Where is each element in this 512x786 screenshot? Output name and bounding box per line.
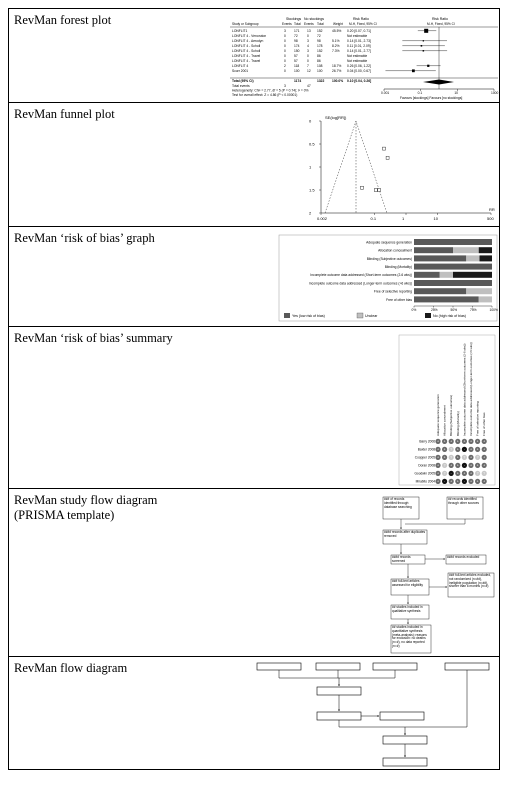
rob-item-label: Adequate sequence generation [366, 240, 412, 245]
study-e1: 2 [284, 64, 286, 68]
study-n1: 100 [294, 69, 300, 73]
rob-bar-segment [480, 255, 492, 261]
robsum-symbol: + [476, 439, 479, 444]
study-e1: 0 [284, 44, 286, 48]
total-weight: 100.0% [332, 79, 344, 83]
robsum-col-label: Incomplete outcome data addressed (Short-term outcomes (2-6 wks)) [462, 343, 467, 436]
study-e2: 13 [307, 29, 311, 33]
funnel-xtick-label: 500 [487, 216, 494, 221]
robsum-study: Mirabito 2004 [415, 479, 435, 484]
col-events2: Events [304, 22, 314, 26]
rob-bar-segment [414, 272, 440, 278]
flow-box-6 [317, 712, 361, 720]
study-ci: 0.11 [0.01, 2.09] [347, 44, 371, 48]
robsum-symbol: + [470, 479, 472, 484]
funnel-ytick-label: 0 [309, 118, 312, 124]
funnel-point [360, 186, 363, 189]
favours-label: Favours [stockings] Favours [no stockings] [400, 96, 463, 100]
total-ci: 0.10 [0.04, 0.26] [347, 79, 372, 83]
robsum-symbol: + [470, 455, 472, 460]
forest-plot [222, 15, 498, 99]
box-id-other-text: ## records identified through other sources [448, 497, 480, 505]
study-weight: 26.7% [332, 69, 342, 73]
robsum-symbol: + [483, 463, 486, 468]
funnel-ytick-label: 0.5 [309, 141, 315, 147]
study-n2: 108 [317, 64, 323, 68]
row-forest [9, 9, 499, 103]
funnel-point [386, 156, 389, 159]
study-e2: 7 [307, 64, 309, 68]
flow-box-5 [317, 687, 361, 695]
flow-diagram [255, 661, 499, 767]
funnel-ytick-label: 1.5 [309, 187, 315, 193]
flow-box-7 [380, 712, 424, 720]
row-label [14, 493, 174, 523]
robsum-symbol: ? [476, 471, 479, 476]
funnel-xtick-label: 10 [433, 216, 438, 221]
col-weight: Weight [333, 22, 343, 26]
rob-item-label: Free of selective reporting [373, 289, 412, 294]
flow-box-2 [316, 663, 360, 670]
study-ci: 0.14 [0.01, 2.73] [347, 39, 371, 43]
study-name: LONFLIT 4 - Aerodyn [232, 39, 264, 43]
study-e1: 0 [284, 54, 286, 58]
rob-item-label: Blinding (Subjective outcomes) [366, 256, 412, 261]
robsum-symbol: + [470, 463, 472, 468]
legend-unclear: Unclear [365, 314, 378, 318]
study-n1: 171 [294, 29, 300, 33]
hdr-rr2: Risk Ratio [432, 17, 448, 21]
robsum-study: Barry 2006 [419, 439, 435, 444]
robsum-col-label: Free of selective reporting [475, 401, 480, 436]
row-label: RevMan flow diagram [14, 661, 128, 675]
study-n2: 152 [317, 49, 323, 53]
flow-box-1 [257, 663, 301, 670]
total-e1: 3 [284, 84, 286, 88]
study-name: LONFLIT 4 [232, 64, 249, 68]
study-ci: Not estimable [347, 54, 368, 58]
robsum-symbol: ? [443, 463, 446, 468]
study-n2: 100 [317, 69, 323, 73]
rob-bar-segment [414, 264, 492, 270]
study-ci: 0.04 [0.00, 0.67] [347, 69, 371, 73]
robsum-symbol: + [437, 479, 439, 484]
study-e1: 0 [284, 59, 286, 63]
robsum-symbol: + [443, 447, 446, 452]
robsum-symbol: - [463, 463, 465, 468]
row-funnel [9, 103, 499, 227]
rob-summary [399, 335, 495, 485]
rob-bar-segment [453, 272, 492, 278]
row-rob-graph [9, 227, 499, 327]
study-e2: 0 [307, 34, 309, 38]
robsum-symbol: ? [463, 455, 466, 460]
rob-bar-segment [466, 255, 479, 261]
robsum-symbol: + [470, 471, 472, 476]
box-id-db-text: ### of records identified through database searching [384, 497, 412, 509]
row-label: RevMan funnel plot [14, 107, 115, 121]
overall-effect: Test for overall effect: Z = 4.86 (P < 0.00001) [232, 93, 298, 97]
rob-item-label: Incomplete outcome data addressed (Short-term outcomes (2-6 wks)) [310, 273, 412, 278]
hdr-rr-sub2: M-H, Fixed, 95% CI [427, 22, 455, 26]
study-point [427, 65, 429, 67]
robsum-symbol: + [470, 439, 472, 444]
box-excluded-text: #### records excluded [447, 555, 480, 559]
funnel-ylabel: SE(log[RR]) [325, 115, 347, 120]
study-n1: 150 [294, 49, 300, 53]
rob-bar-segment [453, 247, 479, 253]
hdr-rr: Risk Ratio [353, 17, 369, 21]
col-events: Events [282, 22, 292, 26]
rob-bar-segment [414, 296, 479, 302]
study-name: Scurr 2001 [232, 69, 249, 73]
robsum-symbol: - [463, 479, 465, 484]
robsum-symbol: + [476, 463, 479, 468]
robsum-symbol: + [437, 447, 439, 452]
box-screened-text: #### records screened [392, 555, 411, 563]
funnel-point [374, 189, 377, 192]
robsum-symbol: + [483, 455, 486, 460]
robsum-symbol: + [456, 447, 459, 452]
study-n2: 72 [317, 34, 321, 38]
box-qual-text: ## studies included in qualitative synthesis [392, 605, 423, 613]
robsum-symbol: + [437, 455, 439, 460]
study-n1: 98 [294, 39, 298, 43]
forest-tick-label: 0.001 [381, 91, 390, 95]
robsum-symbol: + [463, 439, 466, 444]
rob-bar-segment [414, 288, 466, 294]
robsum-symbol: + [456, 471, 459, 476]
robsum-study: Goodwin 2005 [414, 471, 435, 476]
hdr-group1: Stockings [286, 17, 302, 21]
rob-bar-segment [440, 272, 453, 278]
robsum-symbol: + [470, 447, 472, 452]
funnel-xtick-label: 0.1 [370, 216, 377, 221]
study-name: LONFLIT1 [232, 29, 248, 33]
study-n1: 57 [294, 54, 298, 58]
study-weight: 45.5% [332, 29, 342, 33]
robsum-col-label: Blinding (Subjective outcomes) [449, 394, 454, 436]
robsum-symbol: - [463, 447, 465, 452]
robsum-study: Doran 2008 [418, 463, 435, 468]
robsum-symbol: ? [483, 471, 486, 476]
rob-tick-label: 25% [431, 308, 438, 312]
rob-graph [279, 235, 497, 321]
study-weight: 8.2% [332, 44, 340, 48]
row-label-line1: RevMan study flow diagram [14, 493, 158, 507]
funnel-ytick-label: 2 [309, 210, 312, 216]
robsum-symbol: + [463, 471, 466, 476]
legend-high: No (high risk of bias) [433, 314, 466, 318]
study-name: LONFLIT 4 - Travel [232, 59, 261, 63]
study-e1: 0 [284, 34, 286, 38]
robsum-symbol: + [443, 455, 446, 460]
col-total: Total [294, 22, 301, 26]
study-name: LONFLIT 4 - Scholl [232, 49, 261, 53]
funnel-xtick-label: 0.002 [317, 216, 328, 221]
rob-item-label: Blinding (Mortality) [384, 265, 412, 269]
box-ft-excluded-text: ### full-text articles excluded, not randomized (n=##), ineligible population (n=##), shorter than 6 months (n=#) [449, 573, 491, 589]
study-ci: Not estimable [347, 34, 368, 38]
row-prisma [9, 489, 499, 657]
rob-bar-segment [414, 247, 453, 253]
col-study: Study or Subgroup [232, 22, 259, 26]
study-e2: 0 [307, 54, 309, 58]
legend-low-swatch [284, 313, 290, 318]
flow-box-3 [373, 663, 417, 670]
study-point [421, 45, 423, 47]
summary-diamond [423, 80, 454, 85]
total-n2: 1322 [317, 79, 325, 83]
rob-bar-segment [414, 239, 492, 245]
robsum-symbol: + [450, 439, 453, 444]
study-n1: 72 [294, 34, 298, 38]
robsum-col-label: Allocation concealment [442, 405, 447, 436]
study-ci: 0.26 [0.06, 1.22] [347, 64, 371, 68]
robsum-symbol: + [476, 479, 479, 484]
robsum-symbol: + [443, 439, 446, 444]
rob-bar-segment [466, 288, 492, 294]
hdr-group2: No stockings [304, 17, 325, 21]
robsum-symbol: ? [450, 447, 453, 452]
robsum-symbol: + [437, 439, 439, 444]
row-rob-summary [9, 327, 499, 489]
study-e2: 0 [307, 59, 309, 63]
prisma-diagram [375, 493, 497, 655]
funnel-xlabel: RR [489, 207, 495, 212]
rob-tick-label: 100% [489, 308, 498, 312]
robsum-col-label: Free of other bias [482, 412, 487, 436]
rob-item-label: Allocation concealment [378, 248, 412, 253]
funnel-plot [289, 109, 499, 223]
robsum-symbol: + [483, 439, 486, 444]
row-label: RevMan ‘risk of bias’ summary [14, 331, 173, 345]
row-flow [9, 657, 499, 769]
rob-tick-label: 75% [470, 308, 477, 312]
study-n2: 86 [317, 54, 321, 58]
rob-bar-segment [414, 255, 466, 261]
robsum-study: Coopper 2005 [414, 455, 435, 460]
rob-tick-label: 0% [411, 308, 417, 312]
total-e2: 47 [307, 84, 311, 88]
figure-table [8, 8, 500, 770]
funnel-point [382, 147, 385, 150]
study-ci: Not estimable [347, 59, 368, 63]
box-quant-text: ## studies included in quantitative synthesis (meta-analysis); reasons for exclusion: no deaths (n=#), no data reported (n=#) [392, 625, 427, 648]
study-n2: 152 [317, 29, 323, 33]
col-total2: Total [317, 22, 324, 26]
row-label-line2: (PRISMA template) [14, 508, 115, 522]
robsum-symbol: + [456, 479, 459, 484]
study-e1: 0 [284, 39, 286, 43]
robsum-col-label: Incomplete outcome data addressed (Longer-term outcomes (>6 wks)) [469, 342, 473, 436]
funnel-ytick-label: 1 [309, 164, 312, 170]
study-name: LONFLIT 4 - Scholl [232, 44, 261, 48]
robsum-symbol: ? [476, 455, 479, 460]
study-n1: 174 [294, 44, 300, 48]
legend-unclear-swatch [357, 313, 363, 318]
rob-bar-segment [479, 296, 492, 302]
total-events-label: Total events [232, 84, 250, 88]
forest-tick-label: 0.1 [417, 91, 423, 95]
robsum-symbol: + [483, 479, 486, 484]
robsum-symbol: ? [450, 455, 453, 460]
study-weight: 18.7% [332, 64, 342, 68]
study-n2: 86 [317, 59, 321, 63]
flow-box-8 [383, 736, 427, 744]
study-name: LONFLIT 4 - Venoruton [232, 34, 267, 38]
study-e2: 4 [307, 44, 309, 48]
legend-low: Yes (low risk of bias) [292, 314, 325, 318]
study-e2: 12 [307, 69, 311, 73]
study-ci: 0.20 [0.07, 0.71] [347, 29, 371, 33]
study-n1: 118 [294, 64, 300, 68]
box-fulltext-text: ### full-text articles assessed for eligibility [392, 579, 424, 587]
hdr-rr-sub: M-H, Fixed, 95% CI [349, 22, 377, 26]
study-ci: 0.14 [0.01, 2.77] [347, 49, 371, 53]
flow-box-4 [445, 663, 489, 670]
forest-tick-label: 10 [454, 91, 459, 95]
study-e2: 3 [307, 39, 309, 43]
total-n1: 1174 [294, 79, 302, 83]
study-e1: 0 [284, 69, 286, 73]
robsum-symbol: + [456, 439, 459, 444]
robsum-symbol: + [450, 463, 453, 468]
forest-tick-label: 1000 [491, 91, 499, 95]
study-n2: 178 [317, 44, 323, 48]
robsum-symbol: + [437, 463, 439, 468]
study-point [423, 40, 424, 41]
rob-bar-segment [414, 280, 492, 286]
robsum-symbol: + [437, 471, 439, 476]
box-after-dup-text: #### records after duplicates removed [384, 530, 426, 538]
row-label: RevMan ‘risk of bias’ graph [14, 231, 155, 245]
robsum-symbol: + [456, 463, 459, 468]
rob-bar-segment [479, 247, 492, 253]
robsum-symbol: - [450, 471, 452, 476]
study-n1: 57 [294, 59, 298, 63]
robsum-symbol: - [444, 479, 446, 484]
robsum-symbol: + [483, 447, 486, 452]
robsum-study: Baxter 2008 [417, 447, 435, 452]
rob-item-label: Free of other bias [386, 297, 412, 302]
study-point [424, 29, 428, 33]
robsum-symbol: + [476, 447, 479, 452]
rob-item-label: Incomplete outcome data addressed (Longer-term outcomes (>6 wks)) [308, 281, 412, 286]
heterogeneity: Heterogeneity: Chi² = 2.77, df = 5 (P = 0.74); I² = 0% [232, 88, 309, 93]
row-label: RevMan forest plot [14, 13, 112, 27]
robsum-col-label: Blinding (Mortality) [455, 411, 460, 436]
rob-tick-label: 50% [450, 308, 458, 312]
study-e1: 3 [284, 29, 286, 33]
study-e1: 0 [284, 49, 286, 53]
robsum-symbol: + [456, 455, 459, 460]
study-weight: 5.1% [332, 39, 340, 43]
robsum-symbol: + [450, 479, 453, 484]
funnel-xtick-label: 1 [402, 216, 405, 221]
robsum-symbol: ? [443, 471, 446, 476]
study-point [412, 69, 415, 72]
robsum-col-label: Adequate sequence generation [436, 394, 440, 436]
study-name: LONFLIT 4 - Travel [232, 54, 261, 58]
funnel-point [378, 189, 381, 192]
flow-box-9 [383, 758, 427, 766]
total-label: Total (95% CI) [232, 79, 254, 83]
study-point [423, 50, 424, 51]
study-n2: 98 [317, 39, 321, 43]
legend-high-swatch [425, 313, 431, 318]
study-weight: 7.3% [332, 49, 340, 53]
study-e2: 3 [307, 49, 309, 53]
